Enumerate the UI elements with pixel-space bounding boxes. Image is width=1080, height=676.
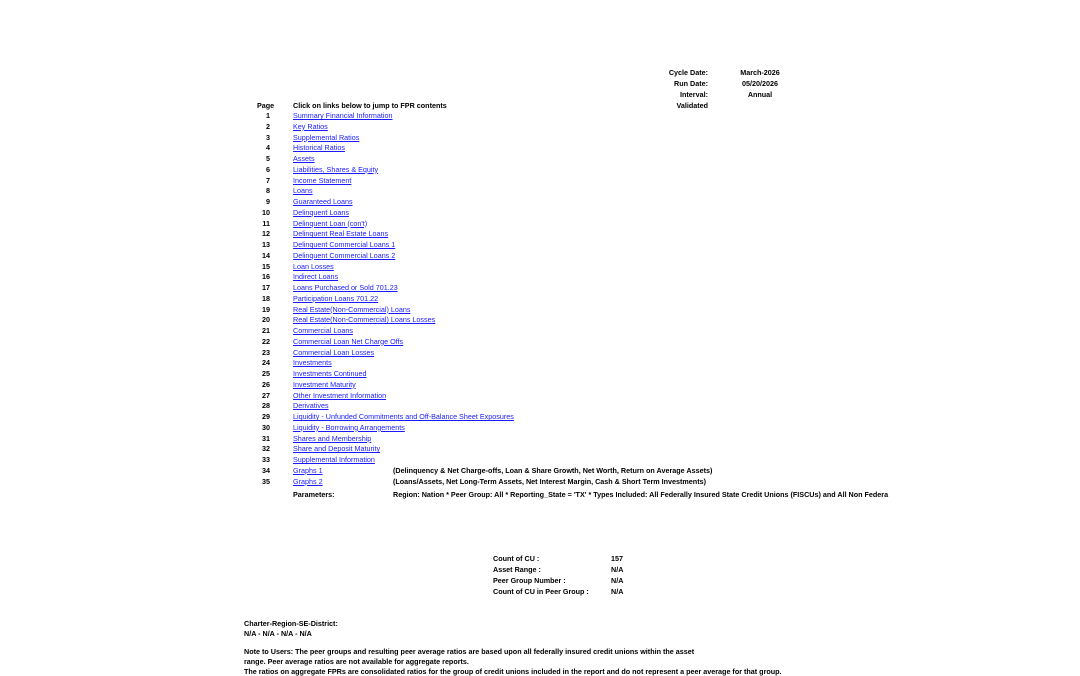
toc-page-number: 1	[266, 111, 270, 120]
toc-link[interactable]: Graphs 2	[293, 476, 323, 486]
count-value: 157	[611, 554, 623, 563]
count-value: N/A	[611, 587, 624, 596]
toc-page-number: 4	[266, 143, 270, 153]
note-line-1: Note to Users: The peer groups and resulting peer average ratios are based upon all federally insured credit unions within the asset	[244, 647, 695, 656]
validated-label: Validated	[676, 101, 708, 110]
toc-link[interactable]: Delinquent Real Estate Loans	[293, 229, 389, 239]
toc-page-number: 8	[266, 186, 270, 196]
toc-page-number: 11	[262, 218, 270, 228]
toc-link[interactable]: Summary Financial Information	[293, 111, 393, 120]
toc-page-number: 34	[262, 465, 270, 475]
count-label: Count of CU in Peer Group :	[493, 587, 589, 596]
cycle-date-label: Cycle Date:	[668, 68, 708, 77]
toc-page-number: 7	[266, 175, 270, 185]
toc-page-number: 15	[262, 261, 270, 271]
toc-link[interactable]: Investment Maturity	[293, 379, 356, 389]
toc-page-number: 10	[262, 207, 270, 217]
toc-link[interactable]: Supplemental Ratios	[293, 132, 360, 142]
toc-page-number: 25	[262, 369, 270, 378]
toc-link[interactable]: Delinquent Commercial Loans 1	[293, 240, 396, 249]
toc-page-number: 5	[266, 154, 270, 163]
toc-note: (Delinquency & Net Charge-offs, Loan & Share Growth, Net Worth, Return on Average Assets)	[393, 465, 713, 475]
toc-page-number: 35	[262, 476, 270, 486]
toc-link[interactable]: Historical Ratios	[293, 143, 345, 153]
interval-value: Annual	[747, 90, 773, 99]
toc-page-number: 6	[266, 164, 270, 174]
toc-link[interactable]: Commercial Loan Losses	[293, 347, 375, 357]
toc-link[interactable]: Loans	[293, 186, 313, 196]
toc-link[interactable]: Income Statement	[293, 175, 352, 185]
charter-label: Charter-Region-SE-District:	[244, 619, 338, 628]
toc-page-number: 22	[262, 336, 270, 346]
toc-link[interactable]: Commercial Loans	[293, 326, 353, 335]
toc-page-number: 32	[262, 444, 270, 454]
count-label: Asset Range :	[493, 565, 541, 574]
toc-page-number: 20	[262, 315, 270, 325]
toc-link[interactable]: Liabilities, Shares & Equity	[293, 164, 379, 174]
toc-page-number: 33	[262, 455, 270, 464]
toc-link[interactable]: Indirect Loans	[293, 272, 339, 282]
note-line-2: range. Peer average ratios are not available for aggregate reports.	[244, 657, 469, 666]
toc-link[interactable]: Loans Purchased or Sold 701.23	[293, 283, 398, 292]
toc-page-number: 31	[262, 433, 270, 443]
toc-link[interactable]: Delinquent Loan (con't)	[293, 218, 368, 228]
toc-page-number: 14	[262, 250, 270, 260]
toc-page-number: 16	[262, 272, 270, 282]
toc-page-number: 17	[262, 283, 270, 292]
toc-link[interactable]: Liquidity - Unfunded Commitments and Off-Balance Sheet Exposures	[293, 412, 514, 421]
toc-link[interactable]: Key Ratios	[293, 121, 328, 131]
toc-page-number: 18	[262, 293, 270, 303]
toc-page-number: 23	[262, 347, 270, 357]
toc-link[interactable]: Real Estate(Non-Commercial) Loans	[293, 304, 411, 314]
toc-link[interactable]: Assets	[293, 154, 315, 163]
count-value: N/A	[611, 576, 624, 585]
parameters-value: Region: Nation * Peer Group: All * Reporting_State = 'TX' * Types Included: All Federally Insured State Credit Unions (FISCUs) and All Non Federa	[393, 490, 889, 499]
toc-link[interactable]: Delinquent Loans	[293, 207, 349, 217]
toc-page-number: 29	[262, 412, 270, 421]
toc-link[interactable]: Participation Loans 701.22	[293, 293, 379, 303]
count-label: Peer Group Number :	[493, 576, 566, 585]
interval-label: Interval:	[680, 90, 708, 99]
toc-link[interactable]: Graphs 1	[293, 465, 323, 475]
count-value: N/A	[611, 565, 624, 574]
toc-page-number: 13	[262, 240, 270, 249]
toc-link[interactable]: Loan Losses	[293, 261, 334, 271]
toc-page-number: 30	[262, 422, 270, 432]
charter-value: N/A - N/A - N/A - N/A	[244, 629, 312, 638]
toc-page-number: 3	[266, 132, 270, 142]
page-column-header: Page	[257, 101, 275, 110]
toc-page-number: 12	[262, 229, 270, 239]
cycle-date-value: March-2026	[740, 68, 780, 77]
toc-page-number: 24	[262, 358, 270, 368]
count-label: Count of CU :	[493, 554, 540, 563]
toc-page-number: 19	[262, 304, 270, 314]
toc-link[interactable]: Liquidity - Borrowing Arrangements	[293, 422, 405, 432]
note-line-3: The ratios on aggregate FPRs are consolidated ratios for the group of credit unions included in the report and do not represent a peer average for that group.	[244, 667, 782, 676]
toc-instructions: Click on links below to jump to FPR contents	[293, 101, 447, 110]
toc-link[interactable]: Delinquent Commercial Loans 2	[293, 250, 396, 260]
toc-link[interactable]: Supplemental Information	[293, 455, 375, 464]
toc-page-number: 2	[266, 121, 270, 131]
toc-link[interactable]: Guaranteed Loans	[293, 197, 353, 206]
toc-link[interactable]: Other Investment Information	[293, 390, 387, 400]
run-date-label: Run Date:	[674, 79, 708, 88]
toc-link[interactable]: Investments	[293, 358, 332, 368]
toc-page-number: 26	[262, 379, 270, 389]
run-date-value: 05/20/2026	[742, 79, 778, 88]
toc-page-number: 27	[262, 390, 270, 400]
parameters-label: Parameters:	[293, 490, 335, 499]
toc-link[interactable]: Investments Continued	[293, 369, 367, 378]
toc-note: (Loans/Assets, Net Long-Term Assets, Net Interest Margin, Cash & Short Term Investments)	[393, 476, 706, 486]
toc-link[interactable]: Share and Deposit Maturity	[293, 444, 381, 454]
toc-link[interactable]: Commercial Loan Net Charge Offs	[293, 336, 404, 346]
toc-page-number: 28	[262, 401, 270, 411]
toc-link[interactable]: Shares and Membership	[293, 433, 372, 443]
toc-page-number: 9	[266, 197, 270, 206]
toc-link[interactable]: Derivatives	[293, 401, 329, 411]
toc-page-number: 21	[262, 326, 270, 335]
toc-link[interactable]: Real Estate(Non-Commercial) Loans Losses	[293, 315, 436, 325]
